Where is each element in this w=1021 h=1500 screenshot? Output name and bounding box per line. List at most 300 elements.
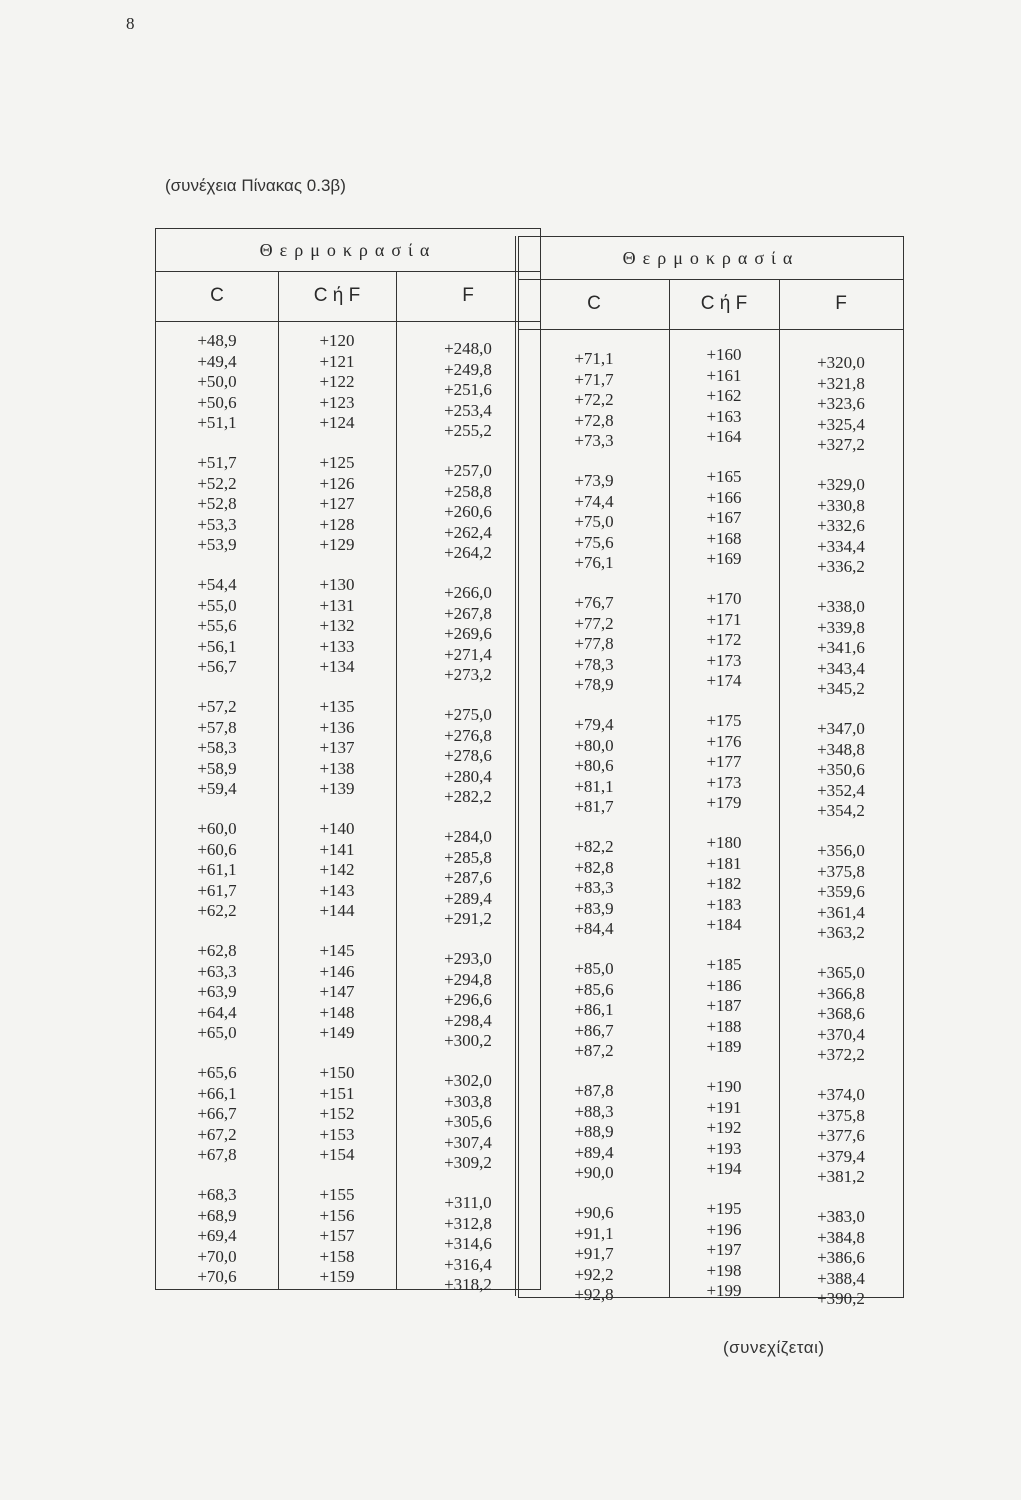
column-c	[156, 321, 278, 1289]
table-cell: +162	[706, 386, 742, 405]
table-cell: +80,0	[574, 735, 614, 755]
table-cell: +90,0	[574, 1163, 614, 1182]
table-cell: +365,0	[817, 963, 865, 982]
value-group	[779, 353, 903, 456]
table-cell: +61,7	[197, 880, 237, 900]
table-cell: +336,2	[817, 557, 865, 576]
table-cell: +359,6	[817, 882, 865, 901]
table-cell: +390,2	[817, 1289, 865, 1308]
table-cell: +155	[319, 1185, 355, 1204]
table-cell: +257,0	[444, 461, 492, 480]
value-group	[669, 711, 779, 814]
table-cell: +85,0	[574, 959, 614, 978]
table-cell: +132	[319, 616, 355, 635]
value-group	[278, 1063, 396, 1166]
table-cell: +289,4	[444, 888, 492, 908]
table-cell: +140	[319, 819, 355, 838]
table-cell: +311,0	[444, 1193, 492, 1212]
table-cell: +375,8	[817, 861, 865, 881]
value-group	[779, 475, 903, 578]
table-cell: +271,4	[444, 644, 492, 664]
table-cell: +347,0	[817, 719, 865, 738]
table-cell: +52,2	[197, 473, 237, 493]
table-cell: +318,2	[444, 1275, 492, 1294]
table-cell: +179	[706, 793, 742, 812]
table-cell: +87,8	[574, 1081, 614, 1100]
table-cell: +85,6	[574, 979, 614, 999]
table-cell: +75,6	[574, 532, 614, 552]
table-cell: +80,6	[574, 756, 614, 775]
table-cell: +78,3	[574, 654, 614, 674]
table-cell: +248,0	[444, 339, 492, 358]
table-cell: +127	[319, 494, 355, 513]
table-cell: +146	[319, 961, 355, 981]
value-group	[519, 1203, 669, 1306]
table-cell: +87,2	[574, 1041, 614, 1060]
table-cell: +63,9	[197, 982, 237, 1001]
column-f	[779, 329, 903, 1308]
table-cell: +193	[706, 1138, 742, 1158]
table-cell: +70,0	[197, 1246, 237, 1266]
table-cell: +190	[706, 1077, 742, 1096]
table-cell: +66,1	[197, 1083, 237, 1103]
table-cell: +169	[706, 549, 742, 568]
table-cell: +143	[319, 880, 355, 900]
table-cell: +374,0	[817, 1085, 865, 1104]
table-cell: +329,0	[817, 475, 865, 494]
table-cell: +171	[706, 609, 742, 629]
table-cell: +361,4	[817, 902, 865, 922]
value-group	[669, 833, 779, 936]
value-group	[156, 331, 278, 434]
table-cell: +249,8	[444, 359, 492, 379]
continued-note: (συνεχίζεται)	[723, 1338, 825, 1357]
table-cell: +73,3	[574, 431, 614, 450]
table-cell: +298,4	[444, 1010, 492, 1030]
table-cell: +264,2	[444, 543, 492, 562]
table-cell: +67,8	[197, 1145, 237, 1164]
table-cell: +253,4	[444, 400, 492, 420]
table-cell: +66,7	[197, 1104, 237, 1123]
table-cell: +182	[706, 874, 742, 893]
table-cell: +61,1	[197, 860, 237, 879]
table-cell: +175	[706, 711, 742, 730]
table-cell: +69,4	[197, 1226, 237, 1245]
table-cell: +294,8	[444, 969, 492, 989]
table-cell: +157	[319, 1226, 355, 1245]
table-cell: +64,4	[197, 1002, 237, 1022]
table-cell: +135	[319, 697, 355, 716]
table-cell: +81,7	[574, 797, 614, 816]
table-cell: +68,3	[197, 1185, 237, 1204]
table-cell: +343,4	[817, 658, 865, 678]
table-cell: +260,6	[444, 502, 492, 521]
table-cell: +338,0	[817, 597, 865, 616]
table-cell: +255,2	[444, 421, 492, 440]
table-cell: +266,0	[444, 583, 492, 602]
table-divider	[515, 236, 516, 1296]
table-cell: +78,9	[574, 675, 614, 694]
column-header-f: F	[835, 293, 847, 314]
table-cell: +383,0	[817, 1207, 865, 1226]
table-cell: +50,6	[197, 392, 237, 412]
value-group	[278, 453, 396, 556]
table-cell: +300,2	[444, 1031, 492, 1050]
table-cell: +51,1	[197, 413, 237, 432]
table-cell: +91,7	[574, 1244, 614, 1263]
table-cell: +128	[319, 514, 355, 534]
column-cf	[669, 329, 779, 1300]
table-cell: +173	[706, 772, 742, 792]
table-cell: +196	[706, 1219, 742, 1239]
table-cell: +267,8	[444, 603, 492, 623]
table-cell: +181	[706, 853, 742, 873]
table-cell: +278,6	[444, 746, 492, 765]
table-cell: +56,1	[197, 636, 237, 656]
table-cell: +282,2	[444, 787, 492, 806]
table-cell: +86,7	[574, 1020, 614, 1040]
table-cell: +65,6	[197, 1063, 237, 1082]
table-cell: +197	[706, 1240, 742, 1259]
value-group	[156, 453, 278, 556]
table-cell: +75,0	[574, 512, 614, 531]
table-cell: +136	[319, 717, 355, 737]
column-header-cf: C ή F	[700, 293, 748, 314]
table-cell: +130	[319, 575, 355, 594]
header-row	[519, 279, 903, 330]
table-cell: +152	[319, 1104, 355, 1123]
table-cell: +176	[706, 731, 742, 751]
table-cell: +86,1	[574, 1000, 614, 1019]
table-cell: +269,6	[444, 624, 492, 643]
table-cell: +159	[319, 1267, 355, 1286]
value-group	[156, 697, 278, 800]
table-cell: +356,0	[817, 841, 865, 860]
table-cell: +345,2	[817, 679, 865, 698]
table-cell: +379,4	[817, 1146, 865, 1166]
table-cell: +174	[706, 671, 742, 690]
table-caption: (συνέχεια Πίνακας 0.3β)	[165, 176, 346, 195]
value-group	[156, 1185, 278, 1288]
value-group	[278, 819, 396, 922]
right-temperature-table	[518, 236, 904, 1308]
value-group	[669, 589, 779, 692]
table-title: Θερμοκρασία	[519, 237, 903, 280]
table-cell: +381,2	[817, 1167, 865, 1186]
value-group	[519, 349, 669, 452]
table-cell: +192	[706, 1118, 742, 1137]
value-group	[156, 941, 278, 1044]
column-header-f: F	[462, 285, 474, 306]
table-cell: +73,9	[574, 471, 614, 490]
table-cell: +363,2	[817, 923, 865, 942]
table-cell: +325,4	[817, 414, 865, 434]
table-cell: +273,2	[444, 665, 492, 684]
table-cell: +168	[706, 528, 742, 548]
table-cell: +354,2	[817, 801, 865, 820]
table-cell: +199	[706, 1281, 742, 1300]
table-cell: +126	[319, 473, 355, 493]
table-cell: +62,8	[197, 941, 237, 960]
value-group	[519, 471, 669, 574]
table-cell: +348,8	[817, 739, 865, 759]
table-cell: +320,0	[817, 353, 865, 372]
table-cell: +150	[319, 1063, 355, 1082]
value-group	[278, 1185, 396, 1288]
table-cell: +323,6	[817, 394, 865, 413]
table-cell: +314,6	[444, 1234, 492, 1253]
value-group	[779, 963, 903, 1066]
table-cell: +183	[706, 894, 742, 914]
value-group	[278, 941, 396, 1044]
table-cell: +184	[706, 915, 742, 934]
table-cell: +147	[319, 982, 355, 1001]
table-cell: +321,8	[817, 373, 865, 393]
table-cell: +83,3	[574, 878, 614, 897]
value-group	[669, 1077, 779, 1180]
table-cell: +195	[706, 1199, 742, 1218]
table-cell: +276,8	[444, 725, 492, 745]
table-cell: +262,4	[444, 522, 492, 542]
table-cell: +124	[319, 413, 355, 432]
table-cell: +53,9	[197, 535, 237, 554]
value-group	[278, 575, 396, 678]
table-cell: +52,8	[197, 494, 237, 513]
table-cell: +58,3	[197, 738, 237, 757]
table-cell: +160	[706, 345, 742, 364]
table-cell: +60,0	[197, 819, 237, 838]
table-cell: +82,8	[574, 857, 614, 877]
table-cell: +89,4	[574, 1142, 614, 1162]
table-cell: +377,6	[817, 1126, 865, 1145]
table-cell: +57,2	[197, 697, 237, 716]
table-cell: +57,8	[197, 717, 237, 737]
column-header-c: C	[210, 285, 224, 306]
table-cell: +285,8	[444, 847, 492, 867]
value-group	[519, 715, 669, 818]
value-group	[779, 1085, 903, 1188]
table-cell: +65,0	[197, 1023, 237, 1042]
value-group	[519, 1081, 669, 1184]
table-cell: +62,2	[197, 901, 237, 920]
table-cell: +384,8	[817, 1227, 865, 1247]
left-temperature-table	[155, 228, 541, 1294]
column-cf	[278, 321, 396, 1289]
header-row	[156, 271, 540, 322]
table-cell: +125	[319, 453, 355, 472]
table-cell: +137	[319, 738, 355, 757]
table-cell: +186	[706, 975, 742, 995]
table-cell: +59,4	[197, 779, 237, 798]
value-group	[669, 955, 779, 1058]
value-group	[519, 837, 669, 940]
table-cell: +293,0	[444, 949, 492, 968]
table-cell: +312,8	[444, 1213, 492, 1233]
table-cell: +120	[319, 331, 355, 350]
table-cell: +327,2	[817, 435, 865, 454]
table-cell: +76,7	[574, 593, 614, 612]
table-cell: +68,9	[197, 1205, 237, 1225]
table-cell: +139	[319, 779, 355, 798]
table-cell: +151	[319, 1083, 355, 1103]
column-header-c: C	[587, 293, 601, 314]
table-cell: +275,0	[444, 705, 492, 724]
table-cell: +386,6	[817, 1248, 865, 1267]
table-cell: +366,8	[817, 983, 865, 1003]
table-cell: +70,6	[197, 1267, 237, 1286]
table-cell: +71,1	[574, 349, 614, 368]
table-cell: +166	[706, 487, 742, 507]
table-cell: +53,3	[197, 514, 237, 534]
table-cell: +84,4	[574, 919, 614, 938]
table-cell: +92,8	[574, 1285, 614, 1304]
table-cell: +76,1	[574, 553, 614, 572]
table-cell: +72,2	[574, 390, 614, 409]
table-cell: +291,2	[444, 909, 492, 928]
table-cell: +60,6	[197, 839, 237, 859]
table-cell: +88,3	[574, 1101, 614, 1121]
table-cell: +194	[706, 1159, 742, 1178]
table-cell: +188	[706, 1016, 742, 1036]
table-cell: +189	[706, 1037, 742, 1056]
table-cell: +54,4	[197, 575, 237, 594]
table-cell: +88,9	[574, 1122, 614, 1141]
table-cell: +173	[706, 650, 742, 670]
table-cell: +177	[706, 752, 742, 771]
table-cell: +149	[319, 1023, 355, 1042]
table-cell: +83,9	[574, 898, 614, 918]
table-cell: +77,2	[574, 613, 614, 633]
table-cell: +303,8	[444, 1091, 492, 1111]
table-cell: +55,0	[197, 595, 237, 615]
table-cell: +388,4	[817, 1268, 865, 1288]
table-cell: +187	[706, 996, 742, 1015]
table-cell: +191	[706, 1097, 742, 1117]
table-cell: +77,8	[574, 634, 614, 653]
table-cell: +280,4	[444, 766, 492, 786]
table-cell: +81,1	[574, 776, 614, 796]
value-group	[669, 1199, 779, 1302]
table-cell: +172	[706, 630, 742, 649]
table-cell: +90,6	[574, 1203, 614, 1222]
table-title: Θερμοκρασία	[156, 229, 540, 272]
table-cell: +332,6	[817, 516, 865, 535]
table-cell: +375,8	[817, 1105, 865, 1125]
table-cell: +133	[319, 636, 355, 656]
table-cell: +161	[706, 365, 742, 385]
table-cell: +258,8	[444, 481, 492, 501]
value-group	[519, 593, 669, 696]
table-cell: +67,2	[197, 1124, 237, 1144]
table-cell: +82,2	[574, 837, 614, 856]
table-cell: +370,4	[817, 1024, 865, 1044]
table-cell: +156	[319, 1205, 355, 1225]
table-cell: +164	[706, 427, 742, 446]
table-cell: +316,4	[444, 1254, 492, 1274]
table-cell: +142	[319, 860, 355, 879]
table-cell: +148	[319, 1002, 355, 1022]
table-cell: +330,8	[817, 495, 865, 515]
table-cell: +302,0	[444, 1071, 492, 1090]
table-cell: +50,0	[197, 372, 237, 391]
table-cell: +51,7	[197, 453, 237, 472]
table-cell: +368,6	[817, 1004, 865, 1023]
table-cell: +170	[706, 589, 742, 608]
table-cell: +138	[319, 758, 355, 778]
table-cell: +307,4	[444, 1132, 492, 1152]
table-cell: +145	[319, 941, 355, 960]
table-cell: +165	[706, 467, 742, 486]
table-cell: +63,3	[197, 961, 237, 981]
table-cell: +122	[319, 372, 355, 391]
value-group	[669, 345, 779, 448]
value-group	[156, 819, 278, 922]
table-cell: +121	[319, 351, 355, 371]
table-cell: +56,7	[197, 657, 237, 676]
table-cell: +305,6	[444, 1112, 492, 1131]
value-group	[779, 719, 903, 822]
value-group	[669, 467, 779, 570]
table-cell: +180	[706, 833, 742, 852]
table-cell: +58,9	[197, 758, 237, 778]
table-cell: +48,9	[197, 331, 237, 350]
table-cell: +339,8	[817, 617, 865, 637]
value-group	[278, 331, 396, 434]
table-cell: +153	[319, 1124, 355, 1144]
column-header-cf: C ή F	[313, 285, 361, 306]
table-cell: +352,4	[817, 780, 865, 800]
table-cell: +141	[319, 839, 355, 859]
table-cell: +167	[706, 508, 742, 527]
value-group	[779, 1207, 903, 1310]
table-cell: +296,6	[444, 990, 492, 1009]
table-cell: +158	[319, 1246, 355, 1266]
table-cell: +341,6	[817, 638, 865, 657]
column-c	[519, 329, 669, 1304]
table-cell: +74,4	[574, 491, 614, 511]
page-number: 8	[126, 14, 135, 33]
table-cell: +372,2	[817, 1045, 865, 1064]
table-cell: +134	[319, 657, 355, 676]
table-cell: +185	[706, 955, 742, 974]
table-cell: +198	[706, 1260, 742, 1280]
table-cell: +123	[319, 392, 355, 412]
table-cell: +129	[319, 535, 355, 554]
table-cell: +55,6	[197, 616, 237, 635]
table-cell: +131	[319, 595, 355, 615]
table-cell: +154	[319, 1145, 355, 1164]
value-group	[779, 597, 903, 700]
table-cell: +251,6	[444, 380, 492, 399]
table-cell: +334,4	[817, 536, 865, 556]
table-cell: +91,1	[574, 1223, 614, 1243]
table-cell: +287,6	[444, 868, 492, 887]
value-group	[519, 959, 669, 1062]
table-cell: +92,2	[574, 1264, 614, 1284]
table-cell: +71,7	[574, 369, 614, 389]
table-cell: +144	[319, 901, 355, 920]
table-cell: +284,0	[444, 827, 492, 846]
value-group	[779, 841, 903, 944]
value-group	[156, 1063, 278, 1166]
table-cell: +309,2	[444, 1153, 492, 1172]
value-group	[278, 697, 396, 800]
value-group	[156, 575, 278, 678]
table-cell: +72,8	[574, 410, 614, 430]
table-cell: +49,4	[197, 351, 237, 371]
table-cell: +163	[706, 406, 742, 426]
table-cell: +79,4	[574, 715, 614, 734]
